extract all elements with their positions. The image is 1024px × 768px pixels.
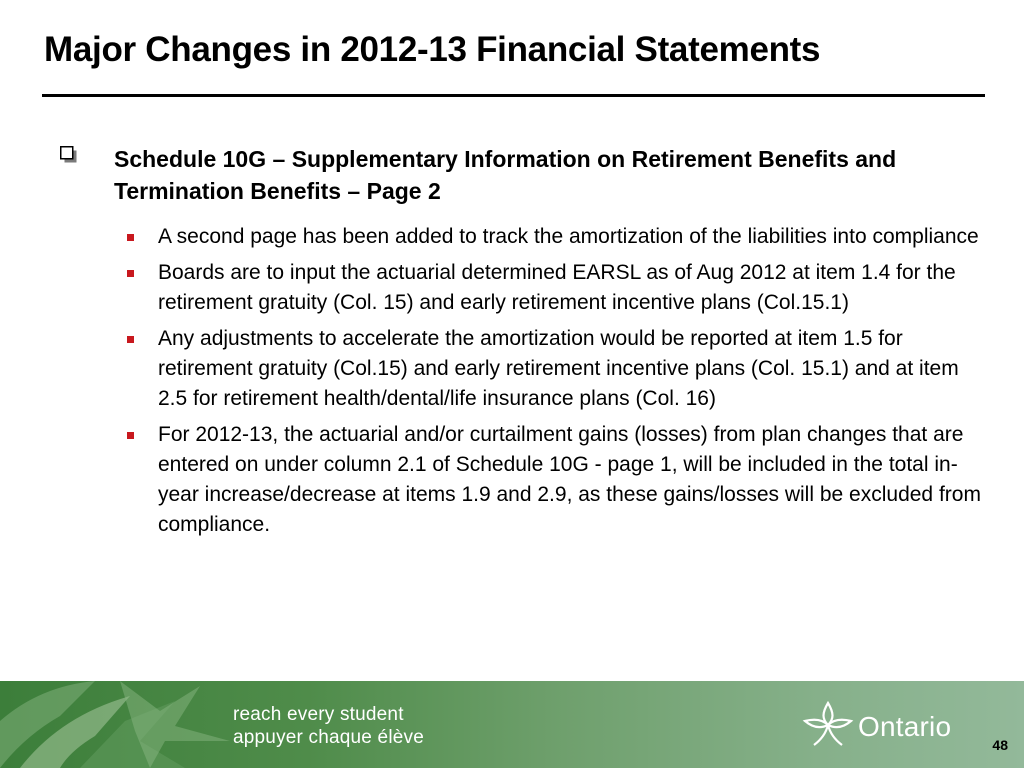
list-item-text: Any adjustments to accelerate the amortization would be reported at item 1.5 for retirement gratuity (Col.15) and early retirement incentive plans (Col. 15.1) and at item 2.5 for retirement health/dental/life insurance plans (Col. 16) <box>158 327 959 410</box>
list-item <box>125 324 985 414</box>
list-item-text: Boards are to input the actuarial determined EARSL as of Aug 2012 at item 1.4 for the retirement gratuity (Col. 15) and early retirement incentive plans (Col.15.1) <box>158 261 956 314</box>
square-bullet-icon <box>127 234 134 241</box>
tagline-french: appuyer chaque élève <box>233 727 424 748</box>
list-item <box>125 222 985 252</box>
square-bullet-icon <box>127 270 134 277</box>
square-bullet-icon <box>127 432 134 439</box>
footer-banner <box>0 681 1024 768</box>
sub-bullet-list <box>125 222 985 546</box>
list-item <box>125 258 985 318</box>
schedule-heading: Schedule 10G – Supplementary Information on Retirement Benefits and Termination Benefits – Page 2 <box>114 146 897 204</box>
trillium-icon <box>800 699 856 749</box>
title-divider <box>42 94 985 97</box>
leaf-graphic-icon <box>0 681 230 768</box>
tagline <box>233 703 424 749</box>
tagline-english: reach every student <box>233 704 404 725</box>
page-number: 48 <box>992 737 1008 753</box>
square-bullet-icon <box>127 336 134 343</box>
slide-title: Major Changes in 2012-13 Financial Statements <box>44 30 821 69</box>
list-item <box>125 420 985 540</box>
checkbox-bullet-icon <box>60 146 77 163</box>
ontario-wordmark: Ontario <box>858 711 952 742</box>
list-item-text: For 2012-13, the actuarial and/or curtailment gains (losses) from plan changes that are entered on under column 2.1 of Schedule 10G - page 1, will be included in the total in-year increase/decrease at items 1.9 and 2.9, as these gains/losses will be excluded from compliance. <box>158 423 981 536</box>
list-item-text: A second page has been added to track the amortization of the liabilities into compliance <box>158 225 979 248</box>
